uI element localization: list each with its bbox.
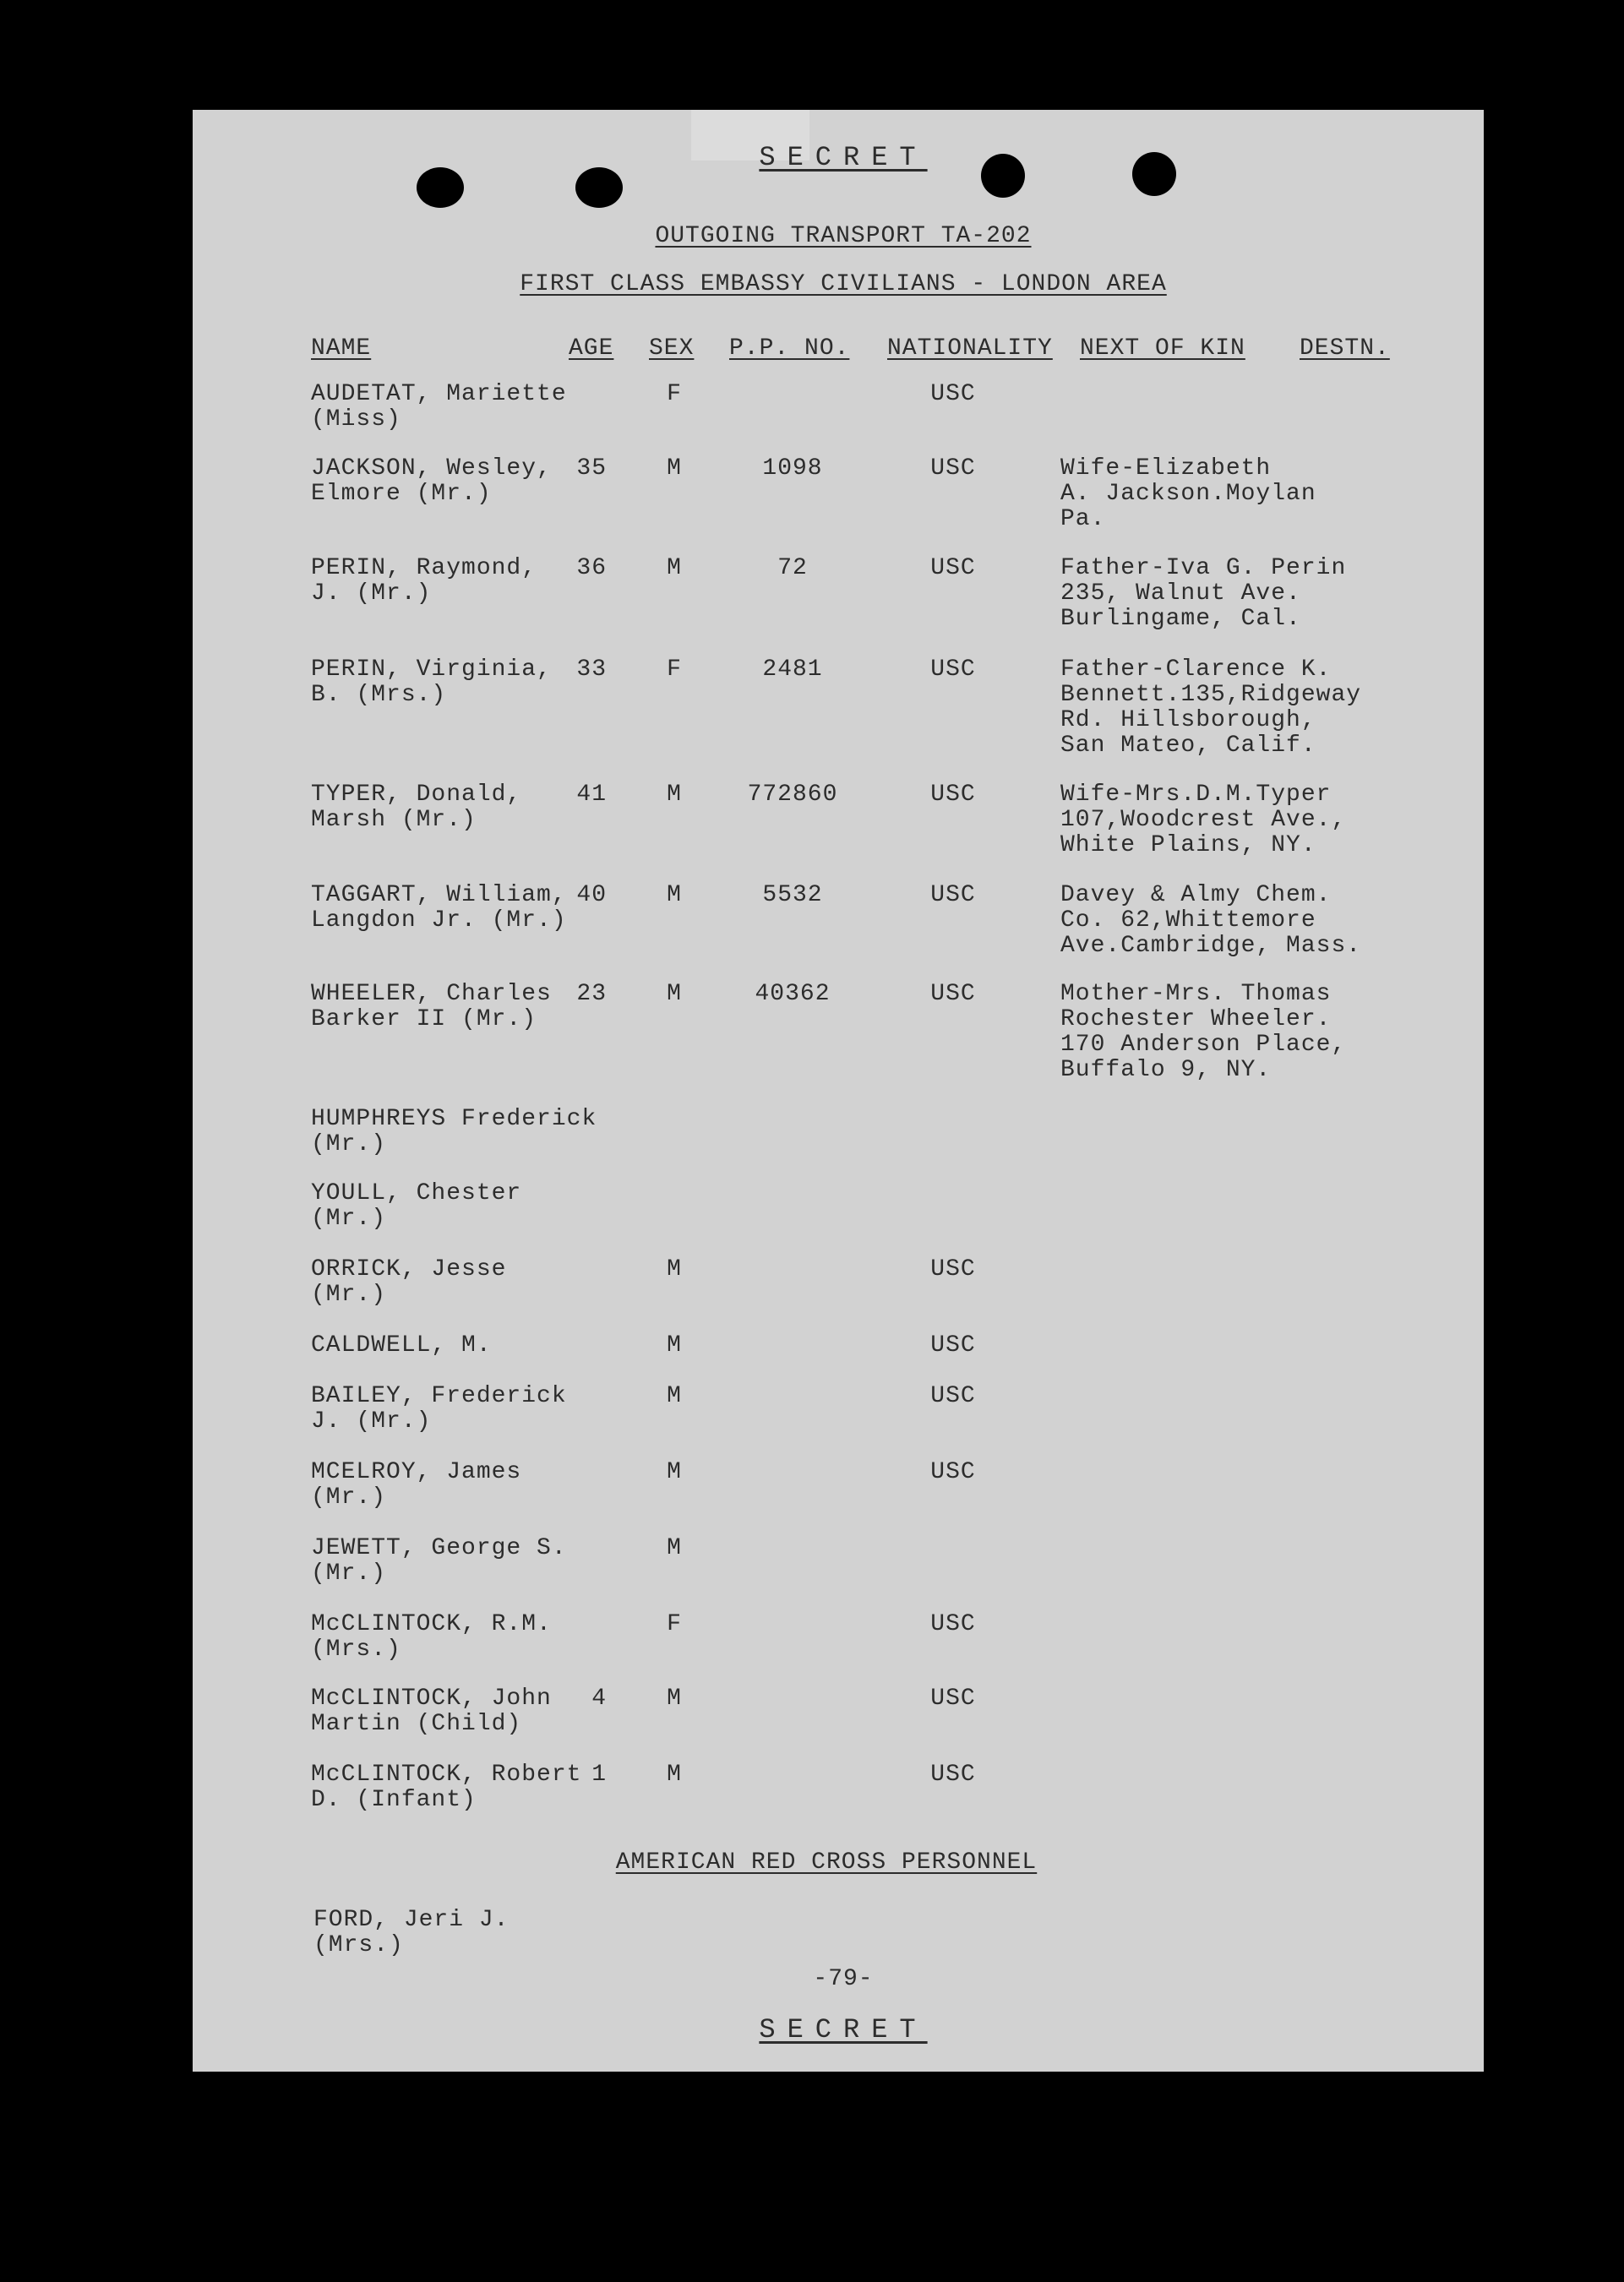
col-header-next-of-kin: NEXT OF KIN bbox=[1080, 335, 1245, 362]
cell-kin: Buffalo 9, NY. bbox=[1060, 1057, 1272, 1083]
punch-hole bbox=[575, 167, 623, 208]
cell-age: 36 bbox=[576, 555, 607, 581]
col-header-age: AGE bbox=[569, 335, 614, 362]
cell-sex: M bbox=[667, 981, 682, 1007]
cell-nat: USC bbox=[930, 381, 976, 407]
cell-kin: Wife-Mrs.D.M.Typer bbox=[1060, 782, 1332, 808]
cell-name: ORRICK, Jesse bbox=[311, 1256, 507, 1283]
cell-pp: 772860 bbox=[747, 782, 838, 808]
cell-name: (Mrs.) bbox=[311, 1637, 401, 1663]
cell-kin: Burlingame, Cal. bbox=[1060, 606, 1301, 632]
cell-nat: USC bbox=[930, 455, 976, 482]
cell-name: D. (Infant) bbox=[311, 1787, 477, 1813]
cell-name: Marsh (Mr.) bbox=[311, 807, 477, 833]
cell-nat: USC bbox=[930, 1762, 976, 1788]
cell-sex: F bbox=[667, 1611, 682, 1637]
page-number: -79- bbox=[813, 1966, 874, 1992]
cell-sex: M bbox=[667, 1256, 682, 1283]
cell-kin: A. Jackson.Moylan bbox=[1060, 481, 1316, 507]
punch-hole bbox=[1132, 152, 1176, 196]
document-page bbox=[193, 110, 1484, 2072]
cell-sex: M bbox=[667, 1686, 682, 1712]
classification-bottom: SECRET bbox=[759, 2014, 928, 2045]
cell-name: Langdon Jr. (Mr.) bbox=[311, 907, 567, 934]
cell-name: YOULL, Chester bbox=[311, 1180, 522, 1206]
cell-name: (Mr.) bbox=[311, 1484, 387, 1511]
cell-name: (Miss) bbox=[311, 406, 401, 433]
col-header-nationality: NATIONALITY bbox=[887, 335, 1053, 362]
cell-name: McCLINTOCK, Robert bbox=[311, 1762, 582, 1788]
cell-sex: M bbox=[667, 782, 682, 808]
cell-nat: USC bbox=[930, 555, 976, 581]
document-title: OUTGOING TRANSPORT TA-202 bbox=[655, 223, 1032, 249]
cell-name: J. (Mr.) bbox=[311, 1408, 432, 1435]
document-subtitle: FIRST CLASS EMBASSY CIVILIANS - LONDON AREA bbox=[520, 271, 1167, 297]
cell-kin: White Plains, NY. bbox=[1060, 832, 1316, 858]
cell-name: WHEELER, Charles bbox=[311, 981, 552, 1007]
cell-pp: 2481 bbox=[762, 656, 823, 683]
cell-kin: 170 Anderson Place, bbox=[1060, 1032, 1347, 1058]
cell-age: 33 bbox=[576, 656, 607, 683]
cell-name: J. (Mr.) bbox=[311, 580, 432, 607]
cell-kin: Bennett.135,Ridgeway bbox=[1060, 682, 1362, 708]
cell-pp: 40362 bbox=[755, 981, 831, 1007]
cell-name: FORD, Jeri J. bbox=[313, 1907, 510, 1933]
cell-kin: 107,Woodcrest Ave., bbox=[1060, 807, 1347, 833]
cell-age: 4 bbox=[591, 1686, 607, 1712]
cell-kin: San Mateo, Calif. bbox=[1060, 733, 1316, 759]
col-header-pp-no: P.P. NO. bbox=[729, 335, 850, 362]
cell-name: (Mr.) bbox=[311, 1131, 387, 1157]
cell-kin: Davey & Almy Chem. bbox=[1060, 882, 1332, 908]
cell-age: 23 bbox=[576, 981, 607, 1007]
cell-nat: USC bbox=[930, 1686, 976, 1712]
cell-name: HUMPHREYS Frederick bbox=[311, 1106, 597, 1132]
cell-age: 41 bbox=[576, 782, 607, 808]
cell-name: TAGGART, William, bbox=[311, 882, 567, 908]
cell-pp: 72 bbox=[777, 555, 808, 581]
cell-name: McCLINTOCK, R.M. bbox=[311, 1611, 552, 1637]
cell-sex: M bbox=[667, 455, 682, 482]
cell-name: Martin (Child) bbox=[311, 1711, 522, 1737]
cell-name: MCELROY, James bbox=[311, 1459, 522, 1485]
cell-name: (Mr.) bbox=[311, 1206, 387, 1232]
cell-sex: F bbox=[667, 656, 682, 683]
cell-age: 40 bbox=[576, 882, 607, 908]
cell-name: AUDETAT, Mariette bbox=[311, 381, 567, 407]
cell-sex: M bbox=[667, 1535, 682, 1561]
cell-sex: F bbox=[667, 381, 682, 407]
cell-age: 1 bbox=[591, 1762, 607, 1788]
cell-nat: USC bbox=[930, 1459, 976, 1485]
cell-name: (Mr.) bbox=[311, 1282, 387, 1308]
cell-sex: M bbox=[667, 882, 682, 908]
cell-name: JACKSON, Wesley, bbox=[311, 455, 552, 482]
cell-nat: USC bbox=[930, 1611, 976, 1637]
cell-kin: Pa. bbox=[1060, 506, 1106, 532]
cell-nat: USC bbox=[930, 782, 976, 808]
cell-nat: USC bbox=[930, 882, 976, 908]
cell-kin: 235, Walnut Ave. bbox=[1060, 580, 1301, 607]
section-heading: AMERICAN RED CROSS PERSONNEL bbox=[615, 1849, 1038, 1876]
cell-name: PERIN, Virginia, bbox=[311, 656, 552, 683]
cell-kin: Wife-Elizabeth bbox=[1060, 455, 1272, 482]
cell-kin: Father-Iva G. Perin bbox=[1060, 555, 1347, 581]
cell-kin: Mother-Mrs. Thomas bbox=[1060, 981, 1332, 1007]
cell-name: BAILEY, Frederick bbox=[311, 1383, 567, 1409]
col-header-destn: DESTN. bbox=[1300, 335, 1390, 362]
cell-name: TYPER, Donald, bbox=[311, 782, 522, 808]
cell-nat: USC bbox=[930, 981, 976, 1007]
classification-top: SECRET bbox=[759, 142, 928, 173]
col-header-sex: SEX bbox=[649, 335, 695, 362]
cell-name: (Mrs.) bbox=[313, 1932, 404, 1958]
cell-nat: USC bbox=[930, 1332, 976, 1359]
cell-name: (Mr.) bbox=[311, 1560, 387, 1587]
cell-pp: 1098 bbox=[762, 455, 823, 482]
cell-name: Elmore (Mr.) bbox=[311, 481, 492, 507]
cell-pp: 5532 bbox=[762, 882, 823, 908]
cell-name: CALDWELL, M. bbox=[311, 1332, 492, 1359]
cell-name: JEWETT, George S. bbox=[311, 1535, 567, 1561]
cell-kin: Father-Clarence K. bbox=[1060, 656, 1332, 683]
cell-kin: Co. 62,Whittemore bbox=[1060, 907, 1316, 934]
cell-name: B. (Mrs.) bbox=[311, 682, 447, 708]
cell-sex: M bbox=[667, 555, 682, 581]
cell-sex: M bbox=[667, 1332, 682, 1359]
cell-nat: USC bbox=[930, 656, 976, 683]
cell-sex: M bbox=[667, 1459, 682, 1485]
cell-kin: Rd. Hillsborough, bbox=[1060, 707, 1316, 733]
col-header-name: NAME bbox=[311, 335, 372, 362]
cell-nat: USC bbox=[930, 1383, 976, 1409]
cell-sex: M bbox=[667, 1762, 682, 1788]
cell-kin: Rochester Wheeler. bbox=[1060, 1006, 1332, 1032]
cell-name: McCLINTOCK, John bbox=[311, 1686, 552, 1712]
cell-name: PERIN, Raymond, bbox=[311, 555, 537, 581]
cell-sex: M bbox=[667, 1383, 682, 1409]
cell-age: 35 bbox=[576, 455, 607, 482]
cell-name: Barker II (Mr.) bbox=[311, 1006, 537, 1032]
punch-hole bbox=[417, 167, 464, 208]
cell-kin: Ave.Cambridge, Mass. bbox=[1060, 933, 1362, 959]
cell-nat: USC bbox=[930, 1256, 976, 1283]
